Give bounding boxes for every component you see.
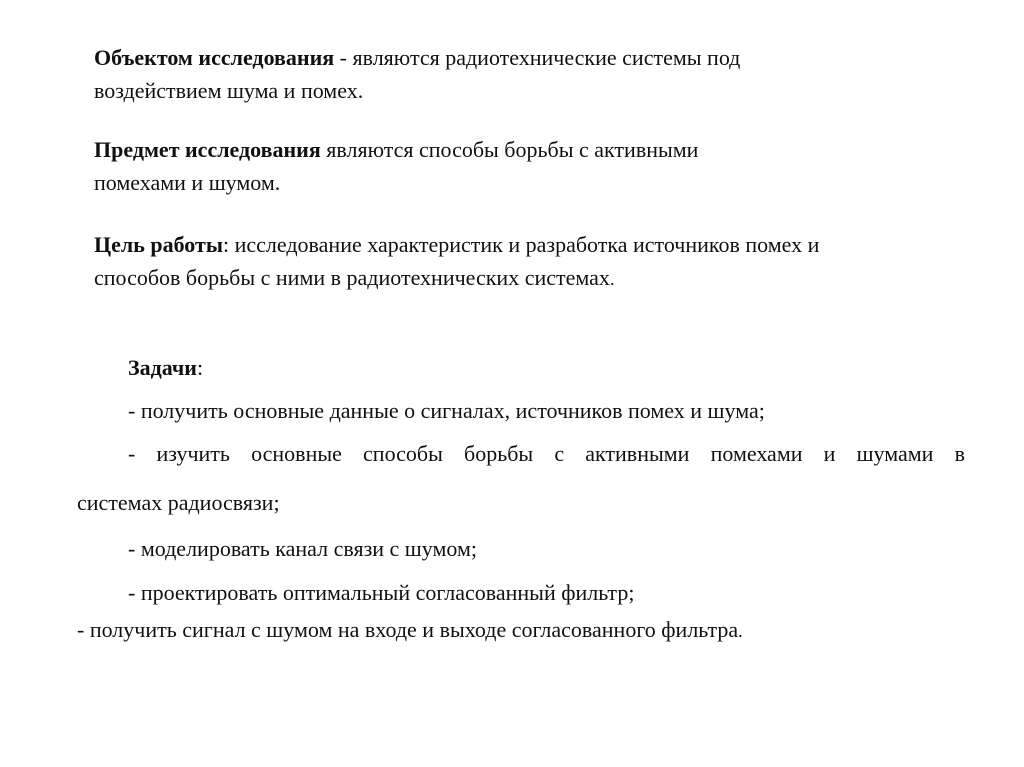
subject-line-2: помехами и шумом. (94, 170, 281, 195)
goal-period: . (609, 269, 615, 289)
object-line-2: воздействием шума и помех. (94, 78, 364, 103)
subject-line-1 (94, 137, 698, 163)
object-line-1 (94, 45, 740, 71)
task-item-5-period: . (738, 621, 743, 641)
tasks-heading-colon: : (196, 355, 204, 380)
goal-text: : исследование характеристик и разработка источников помех и (223, 232, 820, 257)
goal-term: Цель работы (94, 232, 223, 257)
tasks-heading-text: Задачи (128, 355, 197, 380)
object-term: Объектом исследования (94, 45, 335, 70)
task-item-3: - моделировать канал связи с шумом; (128, 536, 477, 561)
subject-term: Предмет исследования (94, 137, 321, 162)
task-item-5-text: - получить сигнал с шумом на входе и выходе согласованного фильтра (77, 617, 739, 642)
subject-text: являются способы борьбы с активными (320, 137, 699, 162)
task-item-2-line-2: системах радиосвязи; (77, 490, 280, 515)
task-item-5 (77, 617, 743, 644)
task-item-1: - получить основные данные о сигналах, источников помех и шума; (128, 398, 765, 423)
goal-text-2: способов борьбы с ними в радиотехнических системах (94, 265, 610, 290)
goal-line-1 (94, 232, 819, 258)
tasks-heading (128, 355, 203, 381)
goal-line-2 (94, 265, 614, 292)
task-item-4: - проектировать оптимальный согласованный фильтр; (128, 580, 635, 605)
object-text: - являются радиотехнические системы под (334, 45, 741, 70)
task-item-2-line-1: - изучить основные способы борьбы с активными помехами и шумами в (128, 441, 965, 466)
